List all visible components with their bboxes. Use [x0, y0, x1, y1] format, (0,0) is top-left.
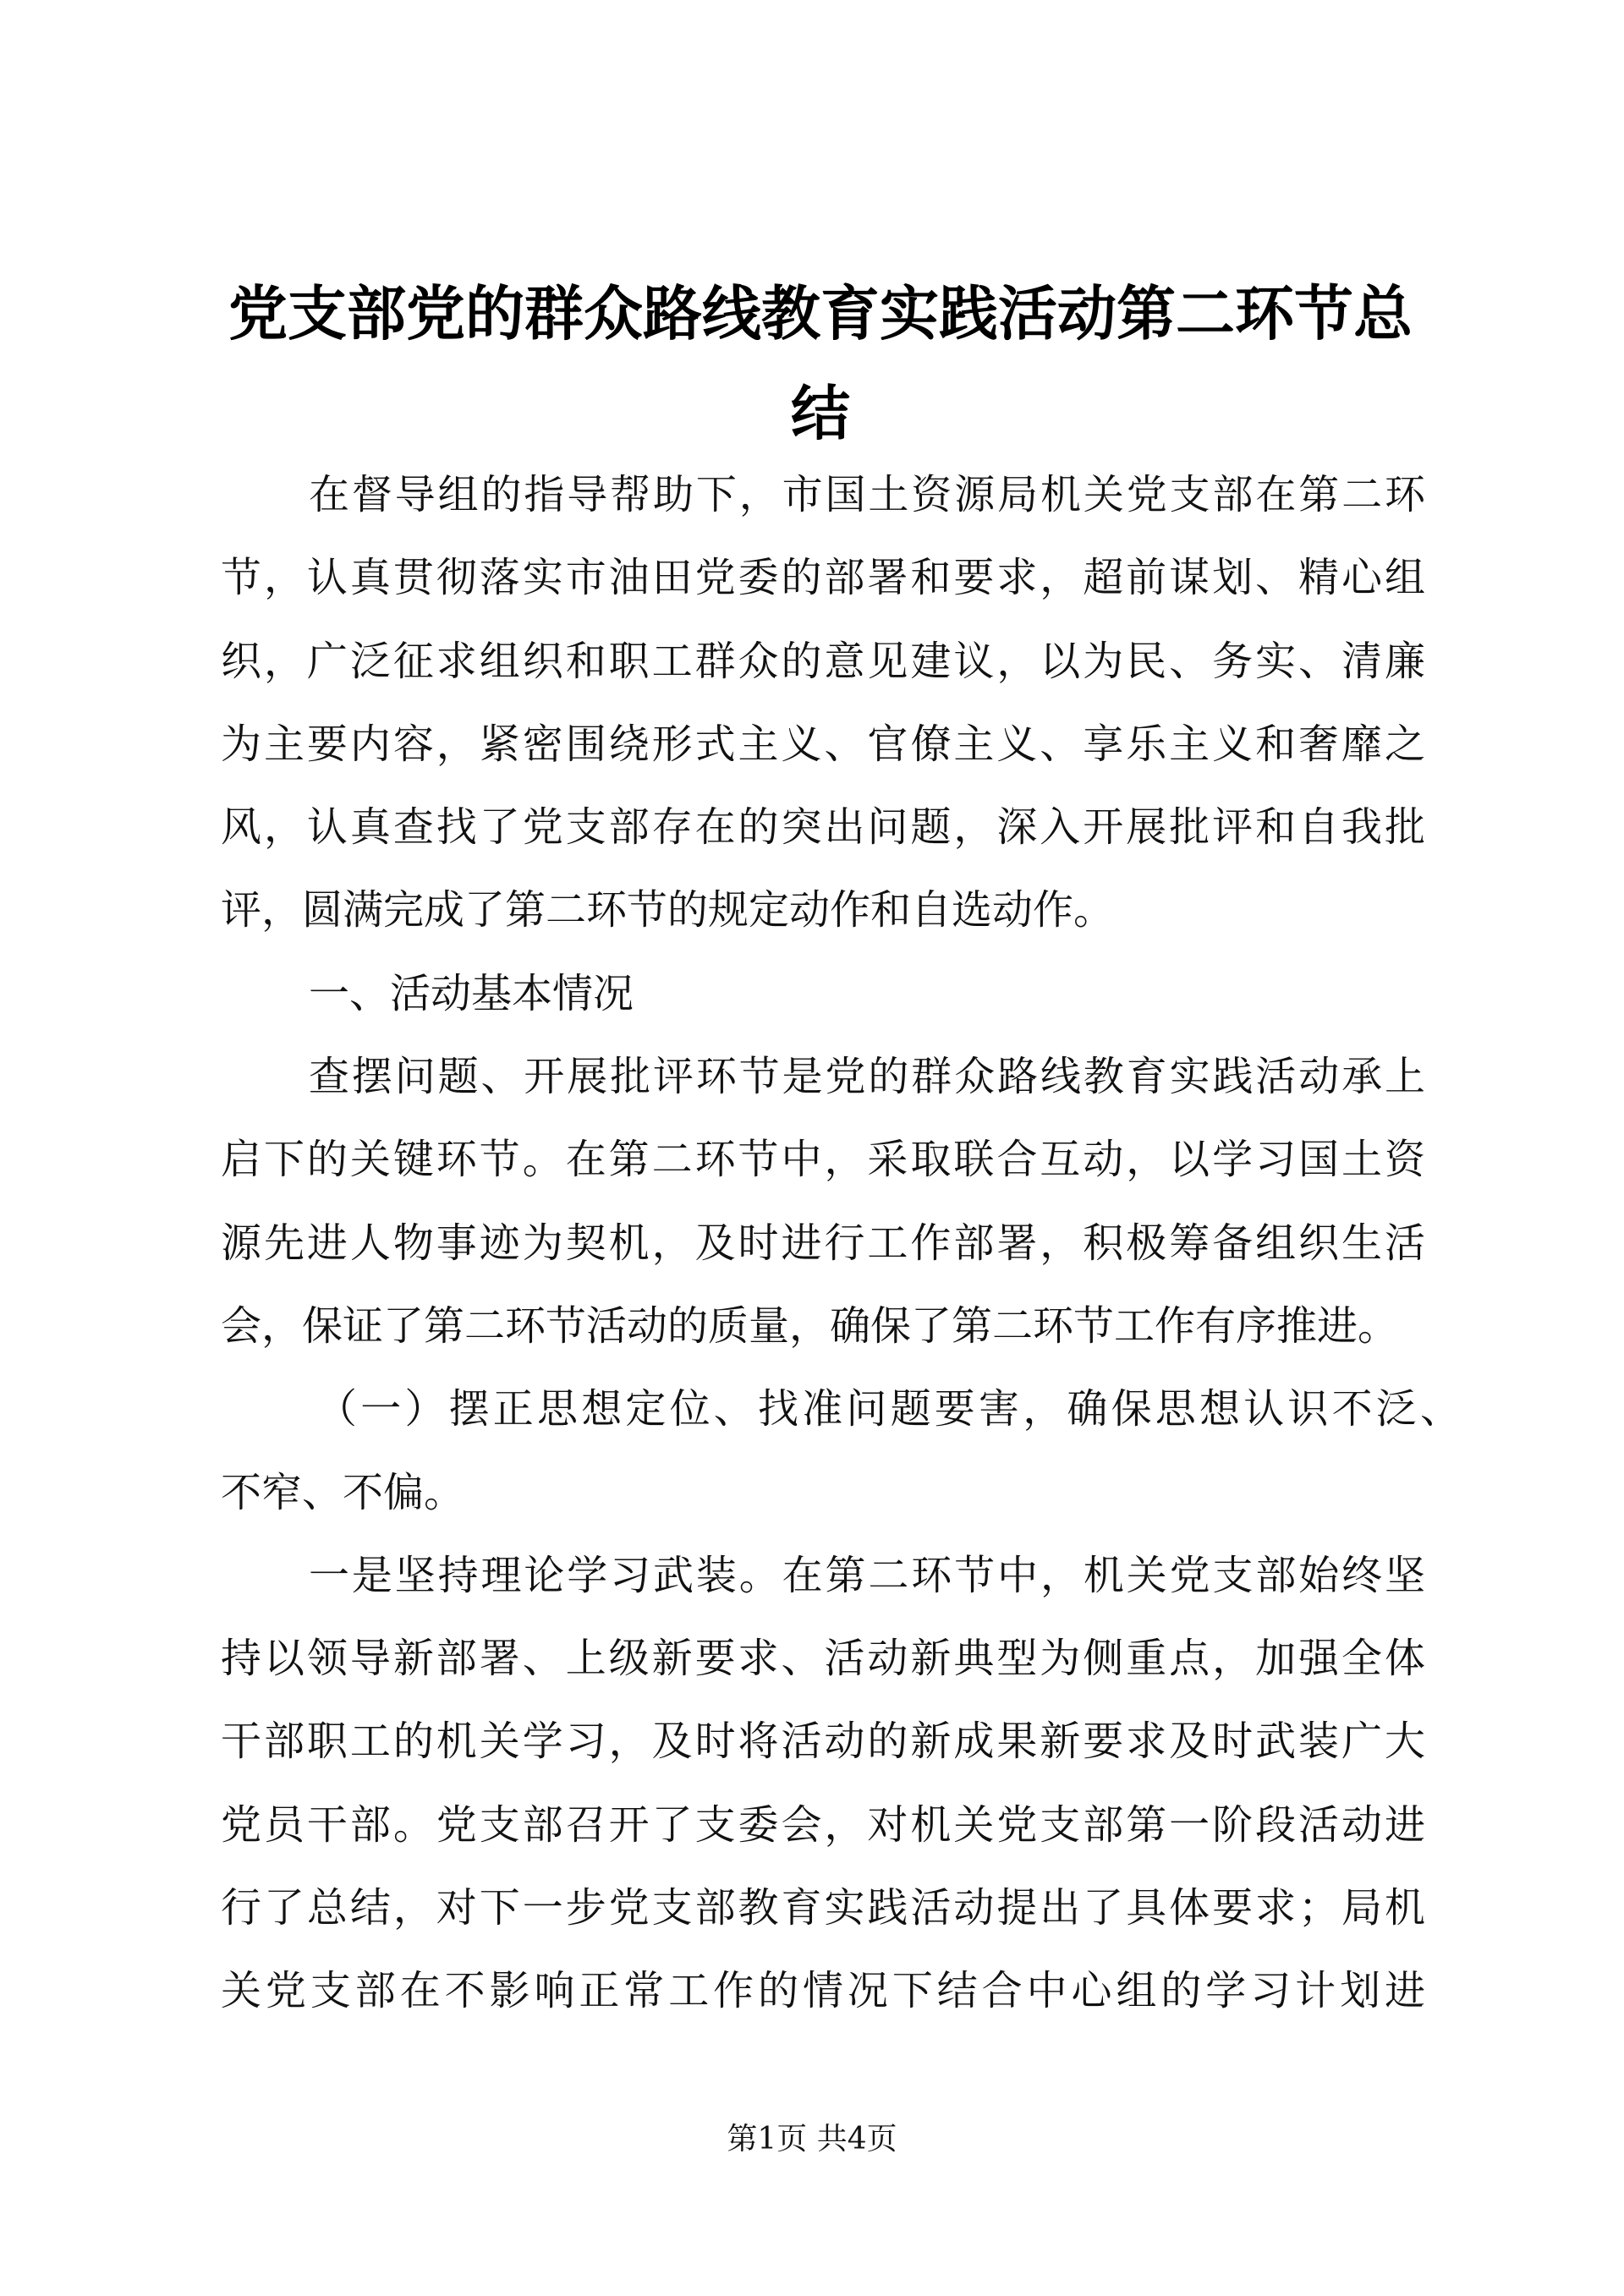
paragraph-line: 织，广泛征求组织和职工群众的意见建议，以为民、务实、清廉 — [221, 637, 1425, 685]
paragraph-line: 不窄、不偏。 — [221, 1468, 465, 1516]
title-line: 党支部党的群众路线教育实践活动第二环节总 — [228, 279, 1413, 348]
paragraph-line: 节，认真贯彻落实市油田党委的部署和要求，超前谋划、精心组 — [221, 554, 1425, 602]
paragraph-line: 风，认真查找了党支部存在的突出问题，深入开展批评和自我批 — [221, 803, 1425, 852]
paragraph-line: 行了总结，对下一步党支部教育实践活动提出了具体要求；局机 — [221, 1884, 1425, 1932]
document-body — [221, 453, 1461, 2033]
paragraph-line: 会，保证了第二环节活动的质量，确保了第二环节工作有序推进。 — [221, 1301, 1399, 1350]
paragraph-line: 源先进人物事迹为契机，及时进行工作部署，积极筹备组织生活 — [221, 1219, 1425, 1267]
paragraph-line: 在督导组的指导帮助下，市国土资源局机关党支部在第二环 — [309, 471, 1425, 518]
paragraph-line: （一）摆正思想定位、找准问题要害，确保思想认识不泛、 — [316, 1385, 1461, 1433]
paragraph-line: 一是坚持理论学习武装。在第二环节中，机关党支部始终坚 — [309, 1551, 1425, 1599]
paragraph-line: 持以领导新部署、上级新要求、活动新典型为侧重点，加强全体 — [221, 1635, 1425, 1683]
paragraph-line: 干部职工的机关学习，及时将活动的新成果新要求及时武装广大 — [221, 1718, 1425, 1766]
paragraph-line: 为主要内容，紧密围绕形式主义、官僚主义、享乐主义和奢靡之 — [221, 720, 1425, 768]
page-number: 第1页 共4页 — [727, 2122, 897, 2156]
paragraph-line: 一、活动基本情况 — [309, 969, 634, 1017]
document-title — [211, 264, 1429, 463]
paragraph-line: 查摆问题、开展批评环节是党的群众路线教育实践活动承上 — [309, 1053, 1425, 1101]
paragraph-line: 评，圆满完成了第二环节的规定动作和自选动作。 — [221, 886, 1115, 934]
paragraph-line: 启下的关键环节。在第二环节中，采取联合互动，以学习国土资 — [221, 1136, 1425, 1184]
title-line: 结 — [791, 379, 850, 448]
paragraph-line: 党员干部。党支部召开了支委会，对机关党支部第一阶段活动进 — [221, 1800, 1425, 1849]
paragraph-line: 关党支部在不影响正常工作的情况下结合中心组的学习计划进 — [221, 1967, 1425, 2015]
